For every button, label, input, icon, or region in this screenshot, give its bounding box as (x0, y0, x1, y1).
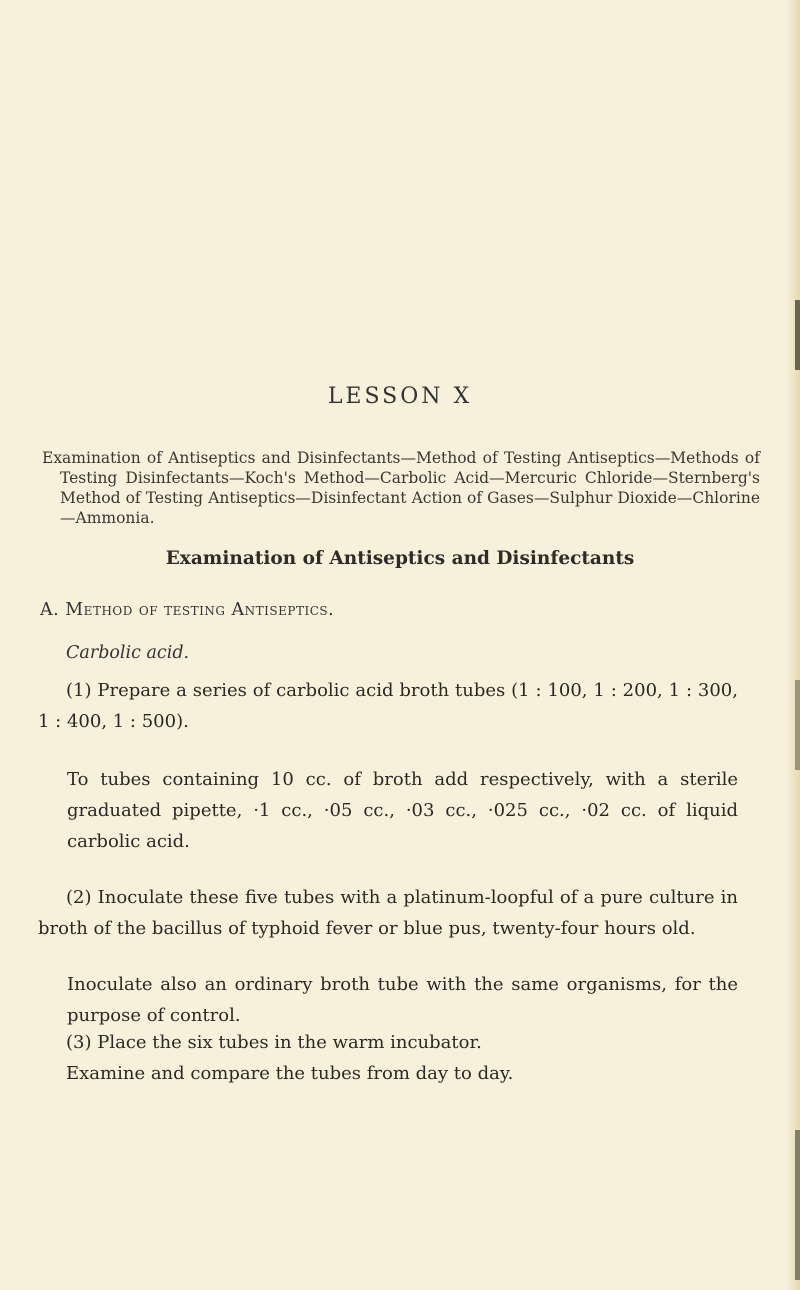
paragraph-step-3-detail: Examine and compare the tubes from day to day. (66, 1063, 514, 1084)
lesson-title: LESSON X (327, 384, 473, 409)
subsection-heading: A. Method of testing Antiseptics. (40, 600, 335, 620)
page-edge-mark (795, 680, 800, 770)
paragraph-step-2-control: Inoculate also an ordinary broth tube with the same organisms, for the purpose of control. (67, 974, 738, 1026)
page-edge-mark (795, 1130, 800, 1280)
section-heading: Examination of Antiseptics and Disinfectants (165, 548, 635, 569)
paragraph-step-1-detail: To tubes containing 10 cc. of broth add respectively, with a sterile graduated pipette, ·1 cc., ·05 cc., ·03 cc., ·025 cc., ·02 cc. of liquid carbolic acid. (67, 769, 738, 852)
page-edge-mark (795, 300, 800, 370)
paragraph-step-2: (2) Inoculate these five tubes with a platinum-loopful of a pure culture in broth of the bacillus of typhoid fever or blue pus, twenty-four hours old. (38, 887, 738, 939)
topic-heading: Carbolic acid. (66, 643, 190, 663)
lesson-summary: Examination of Antiseptics and Disinfectants—Method of Testing Antiseptics—Methods of Testing Disinfectants—Koch's Method—Carbolic Acid—Mercuric Chloride—Sternberg's Method of Testing Antiseptics—Disinfectant Action of Gases—Sulphur Dioxide—Chlorine—Ammonia. (42, 449, 760, 527)
paragraph-step-3: (3) Place the six tubes in the warm incubator. (66, 1032, 482, 1053)
paragraph-step-1: (1) Prepare a series of carbolic acid broth tubes (1 : 100, 1 : 200, 1 : 300, 1 : 400, 1 : 500). (38, 680, 738, 732)
page-edge-shadow (786, 0, 800, 1290)
